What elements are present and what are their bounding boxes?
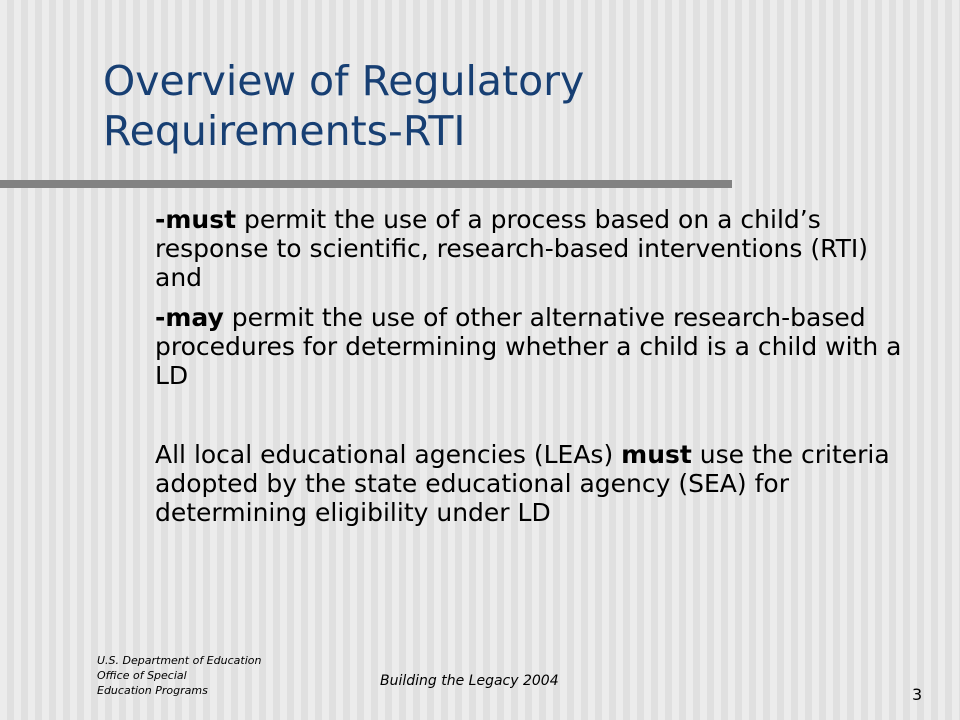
keyword-must-leas: must xyxy=(621,440,692,469)
paragraph-must-text: permit the use of a process based on a child’s response to scientific, research-based interventions (RTI) and xyxy=(155,205,869,292)
paragraph-leas xyxy=(155,440,915,527)
paragraph-leas-text: use the criteria adopted by the state educational agency (SEA) for determining eligibility under LD xyxy=(155,440,890,527)
paragraph-may xyxy=(155,303,915,390)
page-number: 3 xyxy=(912,685,923,704)
slide-title-line-2: Requirements-RTI xyxy=(103,107,466,155)
footer-org-line-2: Office of Special xyxy=(97,669,187,682)
paragraph-may-text: permit the use of other alternative research-based procedures for determining whether a child is a child with a LD xyxy=(155,303,902,390)
footer-org-line-3: Education Programs xyxy=(97,684,208,697)
paragraph-must xyxy=(155,205,915,292)
footer-organization xyxy=(97,653,317,698)
title-divider xyxy=(0,180,732,188)
slide-title-line-1: Overview of Regulatory xyxy=(103,57,585,105)
keyword-may: -may xyxy=(155,303,224,332)
slide-title xyxy=(103,56,903,156)
slide-body xyxy=(155,205,915,538)
paragraph-leas-prefix: All local educational agencies (LEAs) xyxy=(155,440,622,469)
footer-org-line-1: U.S. Department of Education xyxy=(97,654,262,667)
keyword-must: -must xyxy=(155,205,237,234)
footer-event-title: Building the Legacy 2004 xyxy=(380,673,559,689)
